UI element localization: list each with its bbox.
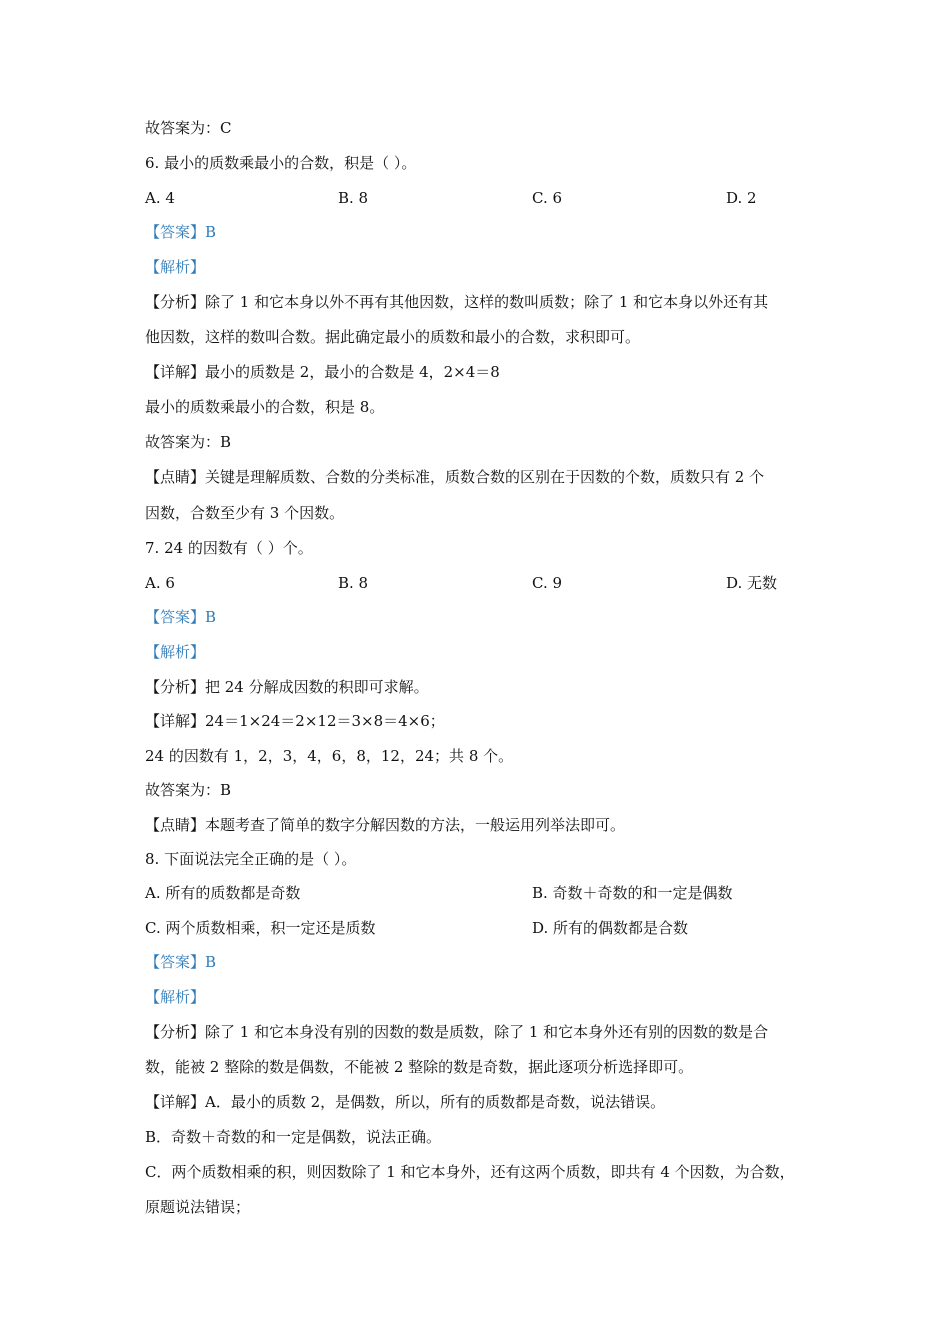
question-8-fenxi-line-2: 数，能被 2 整除的数是偶数，不能被 2 整除的数是奇数，据此逐项分析选择即可。 [145,1058,694,1076]
question-6-xiangjie-line-2: 最小的质数乘最小的合数，积是 8。 [145,398,385,416]
question-6-option-c: C. 6 [532,189,563,207]
question-7-option-d: D. 无数 [726,574,778,592]
question-8-option-a: A. 所有的质数都是奇数 [145,884,301,902]
question-7-xiangjie-line-1: 【详解】24＝1×24＝2×12＝3×8＝4×6； [145,712,445,730]
previous-answer-line: 故答案为：C [145,119,232,137]
question-6-dianjing-line-2: 因数，合数至少有 3 个因数。 [145,504,345,522]
question-8-option-d: D. 所有的偶数都是合数 [532,919,689,937]
question-8-xiangjie-line-1: 【详解】A．最小的质数 2，是偶数，所以，所有的质数都是奇数，说法错误。 [145,1093,666,1111]
question-7-answer: 【答案】B [145,608,217,626]
question-6-fenxi-line-1: 【分析】除了 1 和它本身以外不再有其他因数，这样的数叫质数；除了 1 和它本身以外还有其 [145,293,769,311]
question-6-analysis-heading: 【解析】 [145,258,206,276]
question-8-xiangjie-line-2: B．奇数＋奇数的和一定是偶数，说法正确。 [145,1128,442,1146]
question-7-final-answer: 故答案为：B [145,781,232,799]
question-6-final-answer: 故答案为：B [145,433,232,451]
question-6-dianjing-line-1: 【点睛】关键是理解质数、合数的分类标准，质数合数的区别在于因数的个数，质数只有 2 个 [145,468,765,486]
question-8-stem: 8. 下面说法完全正确的是（ ）。 [145,850,357,868]
question-6-stem: 6. 最小的质数乘最小的合数，积是（ ）。 [145,154,417,172]
question-7-stem: 7. 24 的因数有（ ）个。 [145,539,313,557]
question-6-option-b: B. 8 [338,189,369,207]
question-8-option-c: C. 两个质数相乘，积一定还是质数 [145,919,376,937]
question-7-analysis-heading: 【解析】 [145,643,206,661]
question-6-option-a: A. 4 [145,189,175,207]
question-7-option-a: A. 6 [145,574,175,592]
question-7-option-c: C. 9 [532,574,563,592]
question-8-option-b: B. 奇数＋奇数的和一定是偶数 [532,884,733,902]
question-7-xiangjie-line-2: 24 的因数有 1，2，3，4，6，8，12，24；共 8 个。 [145,747,514,765]
question-8-xiangjie-line-3: C．两个质数相乘的积，则因数除了 1 和它本身外，还有这两个质数，即共有 4 个因数，为合数， [145,1163,795,1181]
question-6-fenxi-line-2: 他因数，这样的数叫合数。据此确定最小的质数和最小的合数，求积即可。 [145,328,641,346]
question-7-option-b: B. 8 [338,574,369,592]
question-6-answer: 【答案】B [145,223,217,241]
question-8-fenxi-line-1: 【分析】除了 1 和它本身没有别的因数的数是质数，除了 1 和它本身外还有别的因数的数是合 [145,1023,769,1041]
question-6-xiangjie-line-1: 【详解】最小的质数是 2，最小的合数是 4，2×4＝8 [145,363,500,381]
question-8-analysis-heading: 【解析】 [145,988,206,1006]
question-8-answer: 【答案】B [145,953,217,971]
question-6-option-d: D. 2 [726,189,757,207]
question-8-xiangjie-line-4: 原题说法错误； [145,1198,251,1216]
question-7-fenxi: 【分析】把 24 分解成因数的积即可求解。 [145,678,429,696]
question-7-dianjing: 【点睛】本题考查了简单的数字分解因数的方法，一般运用列举法即可。 [145,816,626,834]
